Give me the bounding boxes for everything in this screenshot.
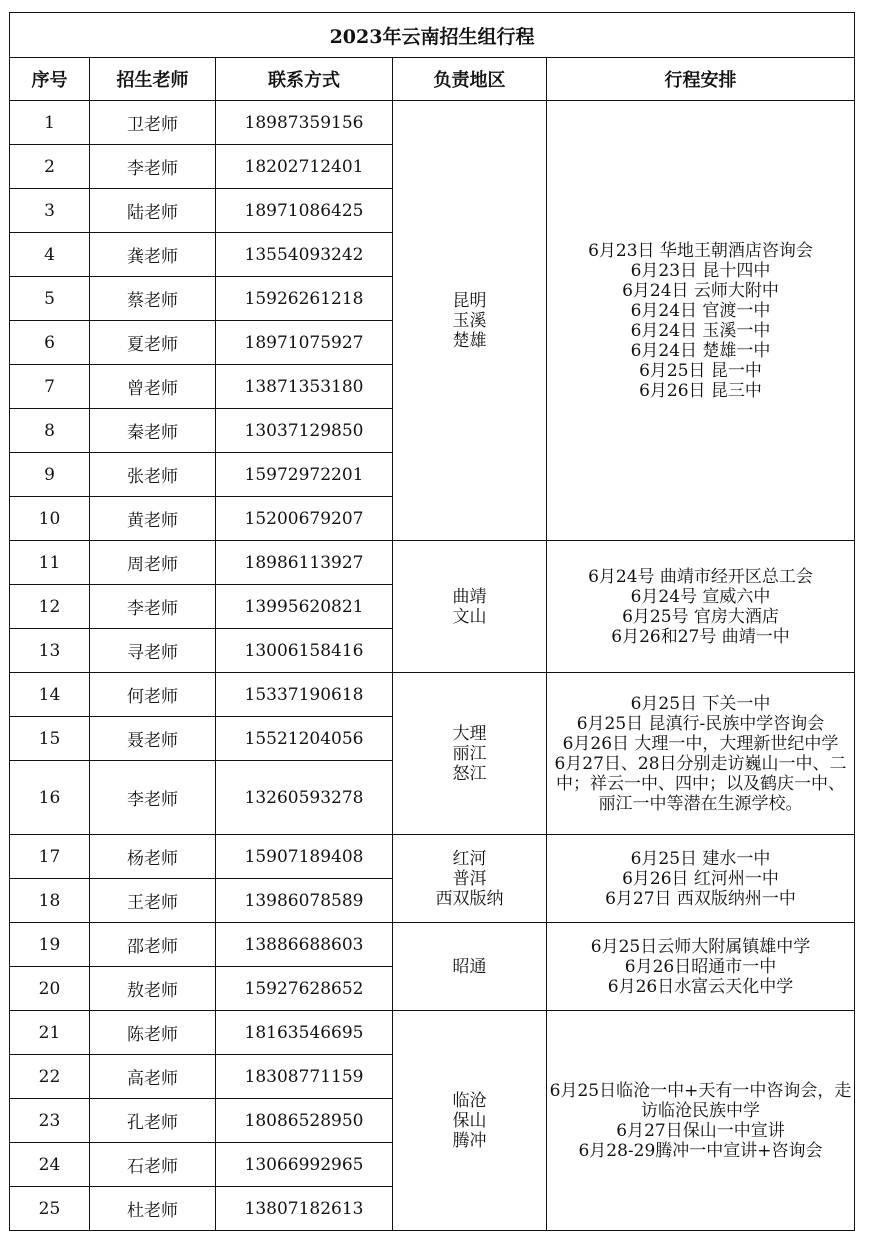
phone-number: 13807182613 [216, 1187, 393, 1231]
schedule-item: 6月27日 西双版纳州一中 [605, 888, 796, 909]
teacher-name: 邵老师 [90, 923, 216, 967]
schedule-cell [547, 835, 855, 923]
phone-number: 15337190618 [216, 673, 393, 717]
teacher-name: 孔老师 [90, 1099, 216, 1143]
schedule-item: 6月24号 曲靖市经开区总工会 [588, 566, 813, 587]
row-number: 23 [10, 1099, 90, 1143]
schedule-cell [547, 673, 855, 835]
teacher-name: 蔡老师 [90, 277, 216, 321]
row-number: 21 [10, 1011, 90, 1055]
region-name: 玉溪 [452, 310, 487, 331]
table-row [10, 101, 855, 145]
phone-number: 18163546695 [216, 1011, 393, 1055]
schedule-cell [547, 923, 855, 1011]
title-row [10, 13, 855, 58]
teacher-name: 夏老师 [90, 321, 216, 365]
phone-number: 13871353180 [216, 365, 393, 409]
row-number: 7 [10, 365, 90, 409]
phone-number: 15926261218 [216, 277, 393, 321]
phone-number: 13886688603 [216, 923, 393, 967]
table-row [10, 673, 855, 717]
region-name: 丽江 [452, 743, 487, 764]
row-number: 24 [10, 1143, 90, 1187]
teacher-name: 张老师 [90, 453, 216, 497]
phone-number: 13995620821 [216, 585, 393, 629]
teacher-name: 敖老师 [90, 967, 216, 1011]
region-name: 腾冲 [452, 1130, 487, 1151]
row-number: 1 [10, 101, 90, 145]
schedule-item: 6月24日 楚雄一中 [630, 340, 771, 361]
region-name: 红河 [452, 848, 487, 869]
row-number: 8 [10, 409, 90, 453]
teacher-name: 秦老师 [90, 409, 216, 453]
teacher-name: 李老师 [90, 585, 216, 629]
region-cell [393, 923, 547, 1011]
schedule-item: 6月26日 昆三中 [639, 380, 762, 401]
phone-number: 15521204056 [216, 717, 393, 761]
row-number: 16 [10, 761, 90, 835]
phone-number: 15907189408 [216, 835, 393, 879]
row-number: 17 [10, 835, 90, 879]
row-number: 5 [10, 277, 90, 321]
teacher-name: 王老师 [90, 879, 216, 923]
teacher-name: 杜老师 [90, 1187, 216, 1231]
schedule-table [9, 12, 855, 1231]
row-number: 22 [10, 1055, 90, 1099]
row-number: 15 [10, 717, 90, 761]
phone-number: 18971086425 [216, 189, 393, 233]
row-number: 9 [10, 453, 90, 497]
header-contact: 联系方式 [216, 58, 393, 101]
teacher-name: 李老师 [90, 145, 216, 189]
schedule-item: 6月26日水富云天化中学 [607, 976, 794, 997]
schedule-item: 6月25日 建水一中 [630, 848, 771, 869]
teacher-name: 何老师 [90, 673, 216, 717]
schedule-item: 6月25号 官房大酒店 [622, 606, 779, 627]
region-name: 文山 [452, 606, 487, 627]
row-number: 12 [10, 585, 90, 629]
region-cell [393, 835, 547, 923]
schedule-item: 6月27日、28日分别走访巍山一中、二中；祥云一中、四中；以及鹤庆一中、丽江一中等潜在生源学校。 [554, 753, 847, 814]
row-number: 2 [10, 145, 90, 189]
header-region: 负责地区 [393, 58, 547, 101]
header-number: 序号 [10, 58, 90, 101]
row-number: 25 [10, 1187, 90, 1231]
schedule-item: 6月24日 云师大附中 [622, 280, 779, 301]
phone-number: 18308771159 [216, 1055, 393, 1099]
region-cell [393, 541, 547, 673]
row-number: 10 [10, 497, 90, 541]
table-row [10, 541, 855, 585]
schedule-item: 6月26日 大理一中，大理新世纪中学 [562, 733, 839, 754]
teacher-name: 卫老师 [90, 101, 216, 145]
row-number: 14 [10, 673, 90, 717]
phone-number: 13986078589 [216, 879, 393, 923]
region-name: 昆明 [452, 290, 487, 311]
row-number: 6 [10, 321, 90, 365]
region-name: 普洱 [452, 868, 487, 889]
table-row [10, 923, 855, 967]
phone-number: 13554093242 [216, 233, 393, 277]
schedule-item: 6月24日 官渡一中 [630, 300, 771, 321]
row-number: 18 [10, 879, 90, 923]
region-cell [393, 673, 547, 835]
schedule-item: 6月25日 昆滇行-民族中学咨询会 [576, 713, 825, 734]
region-name: 楚雄 [452, 330, 487, 351]
teacher-name: 周老师 [90, 541, 216, 585]
teacher-name: 高老师 [90, 1055, 216, 1099]
phone-number: 13006158416 [216, 629, 393, 673]
phone-number: 18202712401 [216, 145, 393, 189]
row-number: 11 [10, 541, 90, 585]
phone-number: 18086528950 [216, 1099, 393, 1143]
phone-number: 13037129850 [216, 409, 393, 453]
schedule-item: 6月25日 昆一中 [639, 360, 762, 381]
phone-number: 15200679207 [216, 497, 393, 541]
teacher-name: 寻老师 [90, 629, 216, 673]
schedule-item: 6月27日保山一中宣讲 [616, 1120, 785, 1141]
phone-number: 18987359156 [216, 101, 393, 145]
teacher-name: 曾老师 [90, 365, 216, 409]
teacher-name: 石老师 [90, 1143, 216, 1187]
teacher-name: 杨老师 [90, 835, 216, 879]
phone-number: 13260593278 [216, 761, 393, 835]
phone-number: 15927628652 [216, 967, 393, 1011]
schedule-item: 6月24日 玉溪一中 [630, 320, 771, 341]
table-row [10, 1011, 855, 1055]
row-number: 20 [10, 967, 90, 1011]
region-name: 怒江 [452, 763, 487, 784]
table-row [10, 835, 855, 879]
region-name: 曲靖 [452, 586, 487, 607]
header-teacher: 招生老师 [90, 58, 216, 101]
schedule-item: 6月23日 昆十四中 [630, 260, 771, 281]
region-cell [393, 101, 547, 541]
schedule-item: 6月26和27号 曲靖一中 [611, 626, 790, 647]
phone-number: 18986113927 [216, 541, 393, 585]
schedule-cell [547, 1011, 855, 1231]
region-name: 昭通 [452, 956, 487, 977]
row-number: 3 [10, 189, 90, 233]
row-number: 13 [10, 629, 90, 673]
row-number: 19 [10, 923, 90, 967]
table-title: 2023年云南招生组行程 [10, 13, 855, 58]
phone-number: 18971075927 [216, 321, 393, 365]
schedule-item: 6月24号 宣威六中 [630, 586, 771, 607]
schedule-item: 6月25日 下关一中 [630, 693, 771, 714]
teacher-name: 黄老师 [90, 497, 216, 541]
teacher-name: 聂老师 [90, 717, 216, 761]
schedule-item: 6月26日 红河州一中 [622, 868, 779, 889]
header-schedule: 行程安排 [547, 58, 855, 101]
region-name: 西双版纳 [435, 888, 504, 909]
schedule-item: 6月25日云师大附属镇雄中学 [590, 936, 811, 957]
teacher-name: 陈老师 [90, 1011, 216, 1055]
schedule-cell [547, 541, 855, 673]
schedule-cell [547, 101, 855, 541]
phone-number: 15972972201 [216, 453, 393, 497]
phone-number: 13066992965 [216, 1143, 393, 1187]
schedule-item: 6月23日 华地王朝酒店咨询会 [588, 240, 813, 261]
region-name: 大理 [452, 723, 487, 744]
schedule-item: 6月25日临沧一中+天有一中咨询会，走访临沧民族中学 [549, 1080, 852, 1121]
schedule-item: 6月28-29腾冲一中宣讲+咨询会 [578, 1140, 823, 1161]
region-name: 临沧 [452, 1090, 487, 1111]
header-row [10, 58, 855, 101]
region-name: 保山 [452, 1110, 487, 1131]
schedule-item: 6月26日昭通市一中 [624, 956, 777, 977]
teacher-name: 龚老师 [90, 233, 216, 277]
teacher-name: 李老师 [90, 761, 216, 835]
teacher-name: 陆老师 [90, 189, 216, 233]
region-cell [393, 1011, 547, 1231]
row-number: 4 [10, 233, 90, 277]
